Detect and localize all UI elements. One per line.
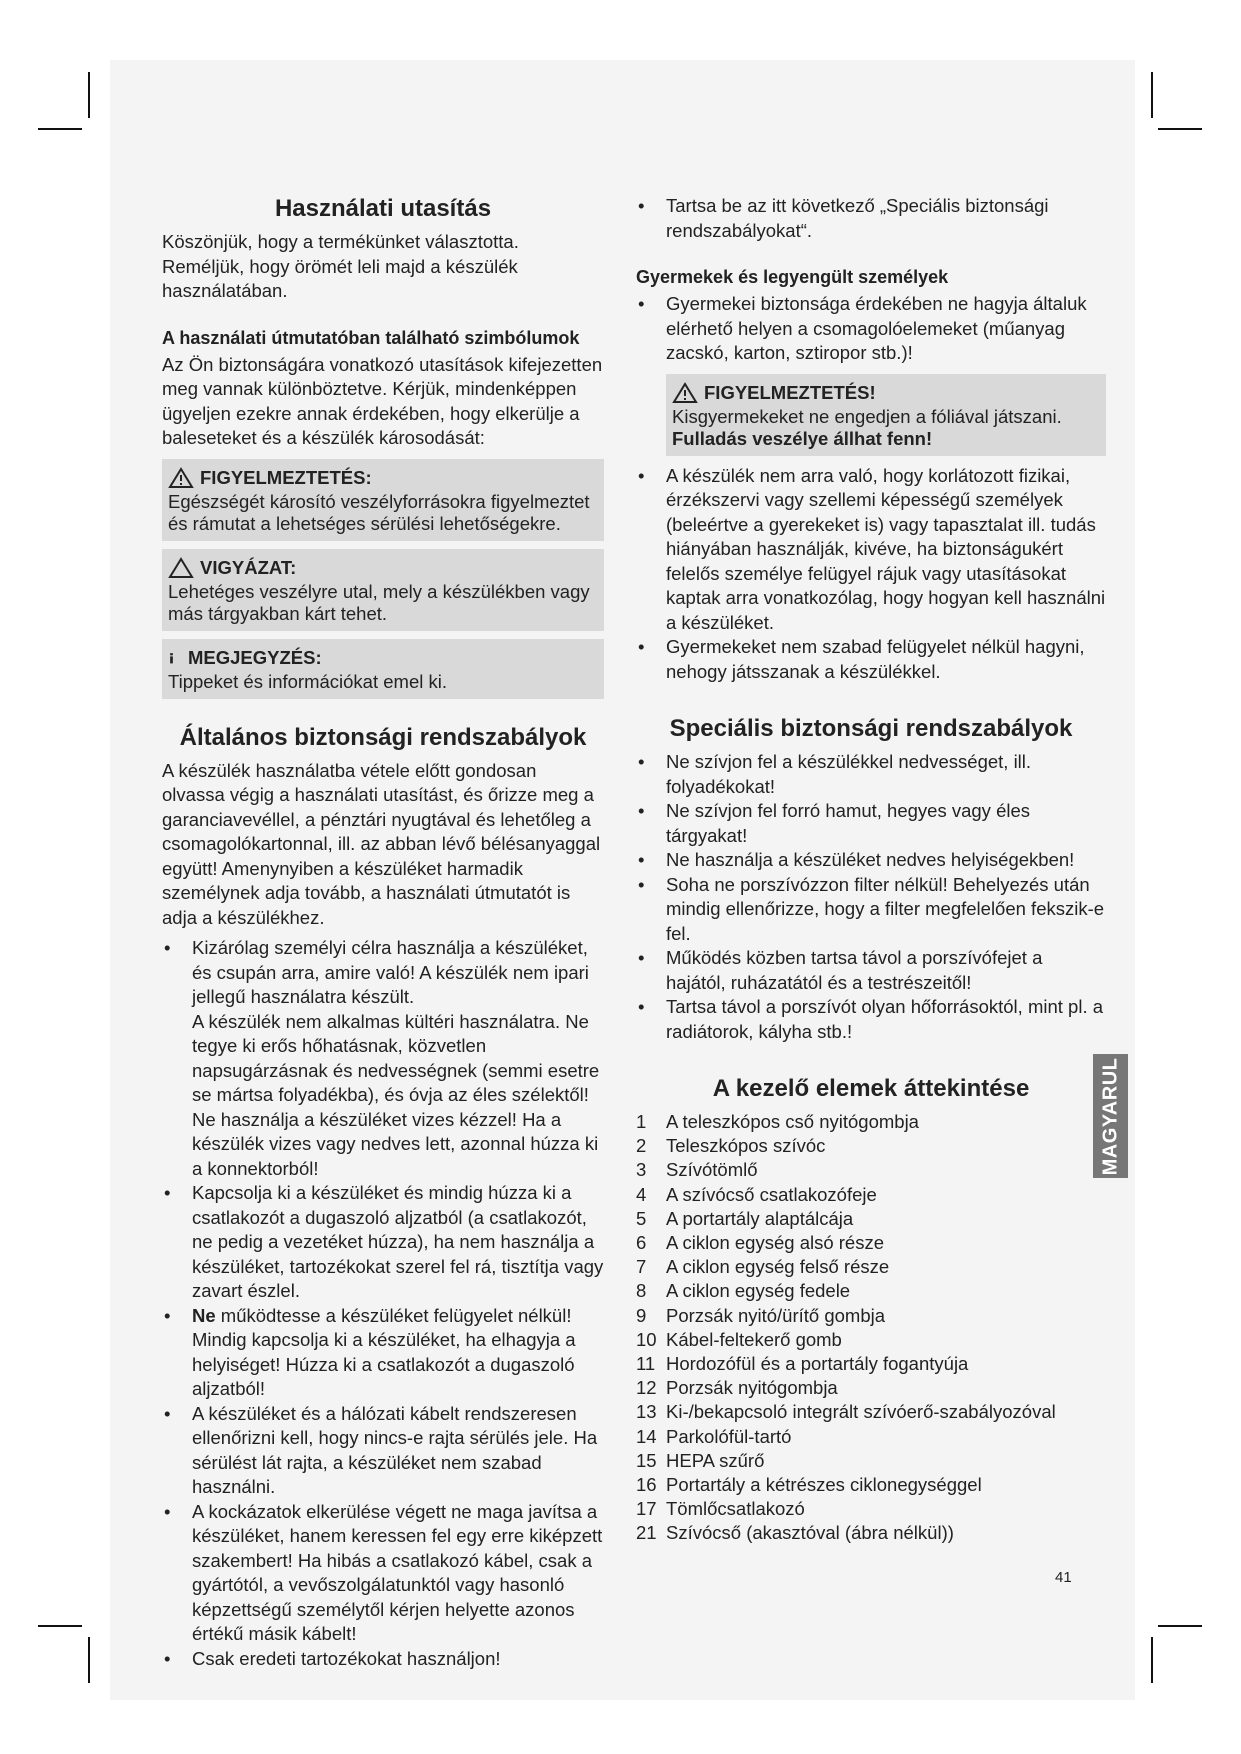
control-item <box>636 1497 1106 1521</box>
control-number: 8 <box>636 1280 647 1302</box>
children-list-2 <box>636 464 1106 685</box>
control-item <box>636 1400 1106 1424</box>
language-tab-label: MAGYARUL <box>1099 1057 1121 1175</box>
control-label: Parkolófül-tartó <box>666 1425 792 1447</box>
list-item-text: működtesse a készüléket felügyelet nélkül! Mindig kapcsolja ki a készüléket, ha elhagyja a helyiséget! Húzza ki a csatlakozót a dugaszoló aljzatból! <box>192 1304 576 1399</box>
special-safety-list <box>636 750 1106 1044</box>
crop-mark <box>1151 1637 1153 1683</box>
control-label: Tömlőcsatlakozó <box>666 1498 805 1520</box>
crop-mark <box>38 128 82 130</box>
warning-text: Kisgyermekeket ne engedjen a fóliával játszani. <box>672 405 1062 427</box>
control-item <box>636 1231 1106 1255</box>
control-number: 15 <box>636 1449 657 1471</box>
list-item: • Gyermekei biztonsága érdekében ne hagyja általuk elérhető helyen a csomagolóelemeket (műanyag zacskó, karton, sztiropor stb.)! <box>636 292 1106 366</box>
note-box <box>162 639 604 699</box>
crop-mark <box>88 1637 90 1683</box>
control-item <box>636 1473 1106 1497</box>
list-item: • Kapcsolja ki a készüléket és mindig húzza ki a csatlakozót a dugaszoló aljzatból (a csatlakozót, ne pedig a vezetéket húzza), ha nem használja a készüléket, tartozékokat szerel fel rá, tisztítja vagy zavart észlel. <box>162 1181 604 1304</box>
control-number: 13 <box>636 1401 657 1423</box>
warning-triangle-icon <box>672 382 698 404</box>
list-item: • Csak eredeti tartozékokat használjon! <box>162 1647 604 1672</box>
right-column <box>636 194 1106 1546</box>
control-item <box>636 1255 1106 1279</box>
control-item <box>636 1376 1106 1400</box>
list-item: • A készülék nem arra való, hogy korlátozott fizikai, érzékszervi vagy szellemi képességű személyek (beleértve a gyerekeket is) vagy tapasztalat ill. tudás hiányában használják, kivéve, ha biztonságukért felelős személye felügyel rájuk vagy utasításokat kaptak arra vonatkozólag, hogy hogyan kell használni a készüléket. <box>636 464 1106 636</box>
children-heading: Gyermekek és legyengült személyek <box>636 267 949 287</box>
control-item <box>636 1134 1106 1158</box>
special-safety-title: Speciális biztonsági rendszabályok <box>669 715 1073 742</box>
warning-triangle-icon <box>168 467 194 489</box>
control-number: 11 <box>636 1353 656 1375</box>
list-item: • Tartsa távol a porszívót olyan hőforrásoktól, mint pl. a radiátorok, kályha stb.! <box>636 995 1106 1044</box>
control-label: A ciklon egység fedele <box>666 1280 851 1302</box>
list-item: • Gyermekeket nem szabad felügyelet nélkül hagyni, nehogy játsszanak a készülékkel. <box>636 635 1106 684</box>
control-item <box>636 1521 1106 1545</box>
warning-box <box>162 459 604 541</box>
control-item <box>636 1158 1106 1182</box>
control-number: 6 <box>636 1232 647 1254</box>
list-item: • Működés közben tartsa távol a porszívófejet a hajától, ruházatától és a testrészeitől! <box>636 946 1106 995</box>
control-label: A portartály alaptálcája <box>666 1207 854 1229</box>
info-icon <box>168 647 182 669</box>
control-label: HEPA szűrő <box>666 1449 765 1471</box>
caution-triangle-icon <box>168 557 194 579</box>
control-item <box>636 1279 1106 1303</box>
symbols-text: Az Ön biztonságára vonatkozó utasítások kifejezetten meg vannak különböztetve. Kérjük, mindenképpen ügyeljen ezekre annak érdekében, hogy elkerülje a baleseteket és a készülék károsodását: <box>162 353 603 448</box>
control-label: Teleszkópos szívóc <box>666 1135 826 1157</box>
control-number: 7 <box>636 1256 647 1278</box>
top-bullet-list <box>636 194 1106 243</box>
page-title: Használati utasítás <box>274 195 492 222</box>
warning-text: Egészségét károsító veszélyforrásokra figyelmeztet és rámutat a lehetséges sérülési lehetőségekre. <box>168 490 590 534</box>
control-number: 9 <box>636 1304 647 1326</box>
symbols-heading: A használati útmutatóban található szimbólumok <box>162 327 580 348</box>
control-number: 4 <box>636 1183 647 1205</box>
control-number: 10 <box>636 1328 657 1350</box>
control-label: A ciklon egység felső része <box>666 1256 890 1278</box>
list-item: • Ne szívjon fel forró hamut, hegyes vagy éles tárgyakat! <box>636 799 1106 848</box>
list-item: • Ne használja a készüléket nedves helyiségekben! <box>636 848 1106 873</box>
control-number: 14 <box>636 1425 657 1447</box>
control-number: 21 <box>636 1522 657 1544</box>
crop-mark <box>1158 128 1202 130</box>
control-item <box>636 1449 1106 1473</box>
list-item: • Tartsa be az itt következő „Speciális biztonsági rendszabályokat“. <box>636 194 1106 243</box>
children-list-1 <box>636 292 1106 366</box>
list-item: • A készüléket és a hálózati kábelt rendszeresen ellenőrizni kell, hogy nincs-e rajta sérülés jele. Ha sérülést lát rajta, a készüléket nem szabad használni. <box>162 1402 604 1500</box>
list-item-text: A készülék nem alkalmas kültéri használatra. Ne tegye ki erős hőhatásnak, közvetlen napsugárzásnak és nedvességnek (semmi esetre se mártsa folyadékba), és óvja az éles szélektől! Ne használja a készüléket vizes kézzel! Ha a készülék vizes vagy nedves lett, azonnal húzza ki a konnektorból! <box>192 1010 600 1179</box>
control-item <box>636 1207 1106 1231</box>
children-warning-box <box>666 374 1106 456</box>
list-item: • A kockázatok elkerülése végett ne maga javítsa a készüléket, hanem keressen fel egy erre kiképzett szakembert! Ha hibás a csatlakozó kábel, csak a gyártótól, a vevőszolgálatunktól vagy hasonló képzettségű személytől kérjen helyette azonos értékű másik kábelt! <box>162 1500 604 1647</box>
control-label: Portartály a kétrészes ciklonegységgel <box>666 1474 982 1496</box>
control-label: A szívócső csatlakozófeje <box>666 1183 877 1205</box>
control-item <box>636 1425 1106 1449</box>
control-number: 12 <box>636 1377 657 1399</box>
control-item <box>636 1352 1106 1376</box>
general-safety-text: A készülék használatba vétele előtt gondosan olvassa végig a használati utasítást, és őrizze meg a garanciavevéllel, a pénztári nyugtával és lehetőleg a csomagolókartonnal, ill. az abban lévő bélésanyaggal együtt! Amenynyiben a készüléket harmadik személynek adja tovább, a használati útmutatót is adja a készülékhez. <box>162 759 601 928</box>
control-label: Hordozófül és a portartály fogantyúja <box>666 1353 969 1375</box>
list-item <box>162 1010 604 1182</box>
warning-title: FIGYELMEZTETÉS: <box>200 466 372 488</box>
warning-title: FIGYELMEZTETÉS! <box>704 381 876 403</box>
caution-text: Lehetéges veszélyre utal, mely a készülékben vagy más tárgyakban kárt tehet. <box>168 580 590 624</box>
caution-box <box>162 549 604 631</box>
control-label: Porzsák nyitógombja <box>666 1377 838 1399</box>
control-label: Kábel-feltekerő gomb <box>666 1328 842 1350</box>
control-number: 5 <box>636 1207 647 1229</box>
control-number: 3 <box>636 1159 647 1181</box>
general-safety-list <box>162 936 604 1671</box>
bold-ne: Ne <box>192 1304 216 1326</box>
control-label: Ki-/bekapcsoló integrált szívóerő-szabályozóval <box>666 1401 1056 1423</box>
page-number: 41 <box>1055 1569 1072 1586</box>
crop-mark <box>1151 72 1153 118</box>
control-number: 2 <box>636 1135 647 1157</box>
control-item <box>636 1110 1106 1134</box>
warning-bold-text: Fulladás veszélye állhat fenn! <box>672 427 933 449</box>
control-label: A ciklon egység alsó része <box>666 1232 885 1254</box>
list-item: • Soha ne porszívózzon filter nélkül! Behelyezés után mindig ellenőrizze, hogy a filter megfelelően fekszik-e fel. <box>636 873 1106 947</box>
controls-title: A kezelő elemek áttekintése <box>712 1075 1030 1102</box>
control-label: Szívótömlő <box>666 1159 758 1181</box>
caution-title: VIGYÁZAT: <box>200 556 297 578</box>
crop-mark <box>38 1625 82 1627</box>
control-item <box>636 1183 1106 1207</box>
control-item <box>636 1304 1106 1328</box>
control-item <box>636 1328 1106 1352</box>
note-text: Tippeket és információkat emel ki. <box>168 670 447 692</box>
control-number: 1 <box>636 1111 647 1132</box>
controls-list <box>636 1110 1106 1546</box>
left-column <box>162 194 604 1671</box>
control-number: 17 <box>636 1498 657 1520</box>
language-tab <box>1093 1054 1128 1178</box>
list-item: • Kizárólag személyi célra használja a készüléket, és csupán arra, amire való! A készülék nem ipari jellegű használatra készült. <box>162 936 604 1010</box>
intro-text: Köszönjük, hogy a termékünket választotta. Reméljük, hogy örömét leli majd a készülék használatában. <box>162 231 519 301</box>
control-label: A teleszkópos cső nyitógombja <box>666 1111 919 1132</box>
note-title: MEGJEGYZÉS: <box>188 646 322 668</box>
general-safety-title: Általános biztonsági rendszabályok <box>179 723 587 751</box>
control-number: 16 <box>636 1474 657 1496</box>
control-label: Porzsák nyitó/ürítő gombja <box>666 1304 886 1326</box>
control-label: Szívócső (akasztóval (ábra nélkül)) <box>666 1522 954 1544</box>
crop-mark <box>88 72 90 118</box>
list-item <box>162 1304 604 1402</box>
crop-mark <box>1158 1625 1202 1627</box>
list-item: • Ne szívjon fel a készülékkel nedvességet, ill. folyadékokat! <box>636 750 1106 799</box>
